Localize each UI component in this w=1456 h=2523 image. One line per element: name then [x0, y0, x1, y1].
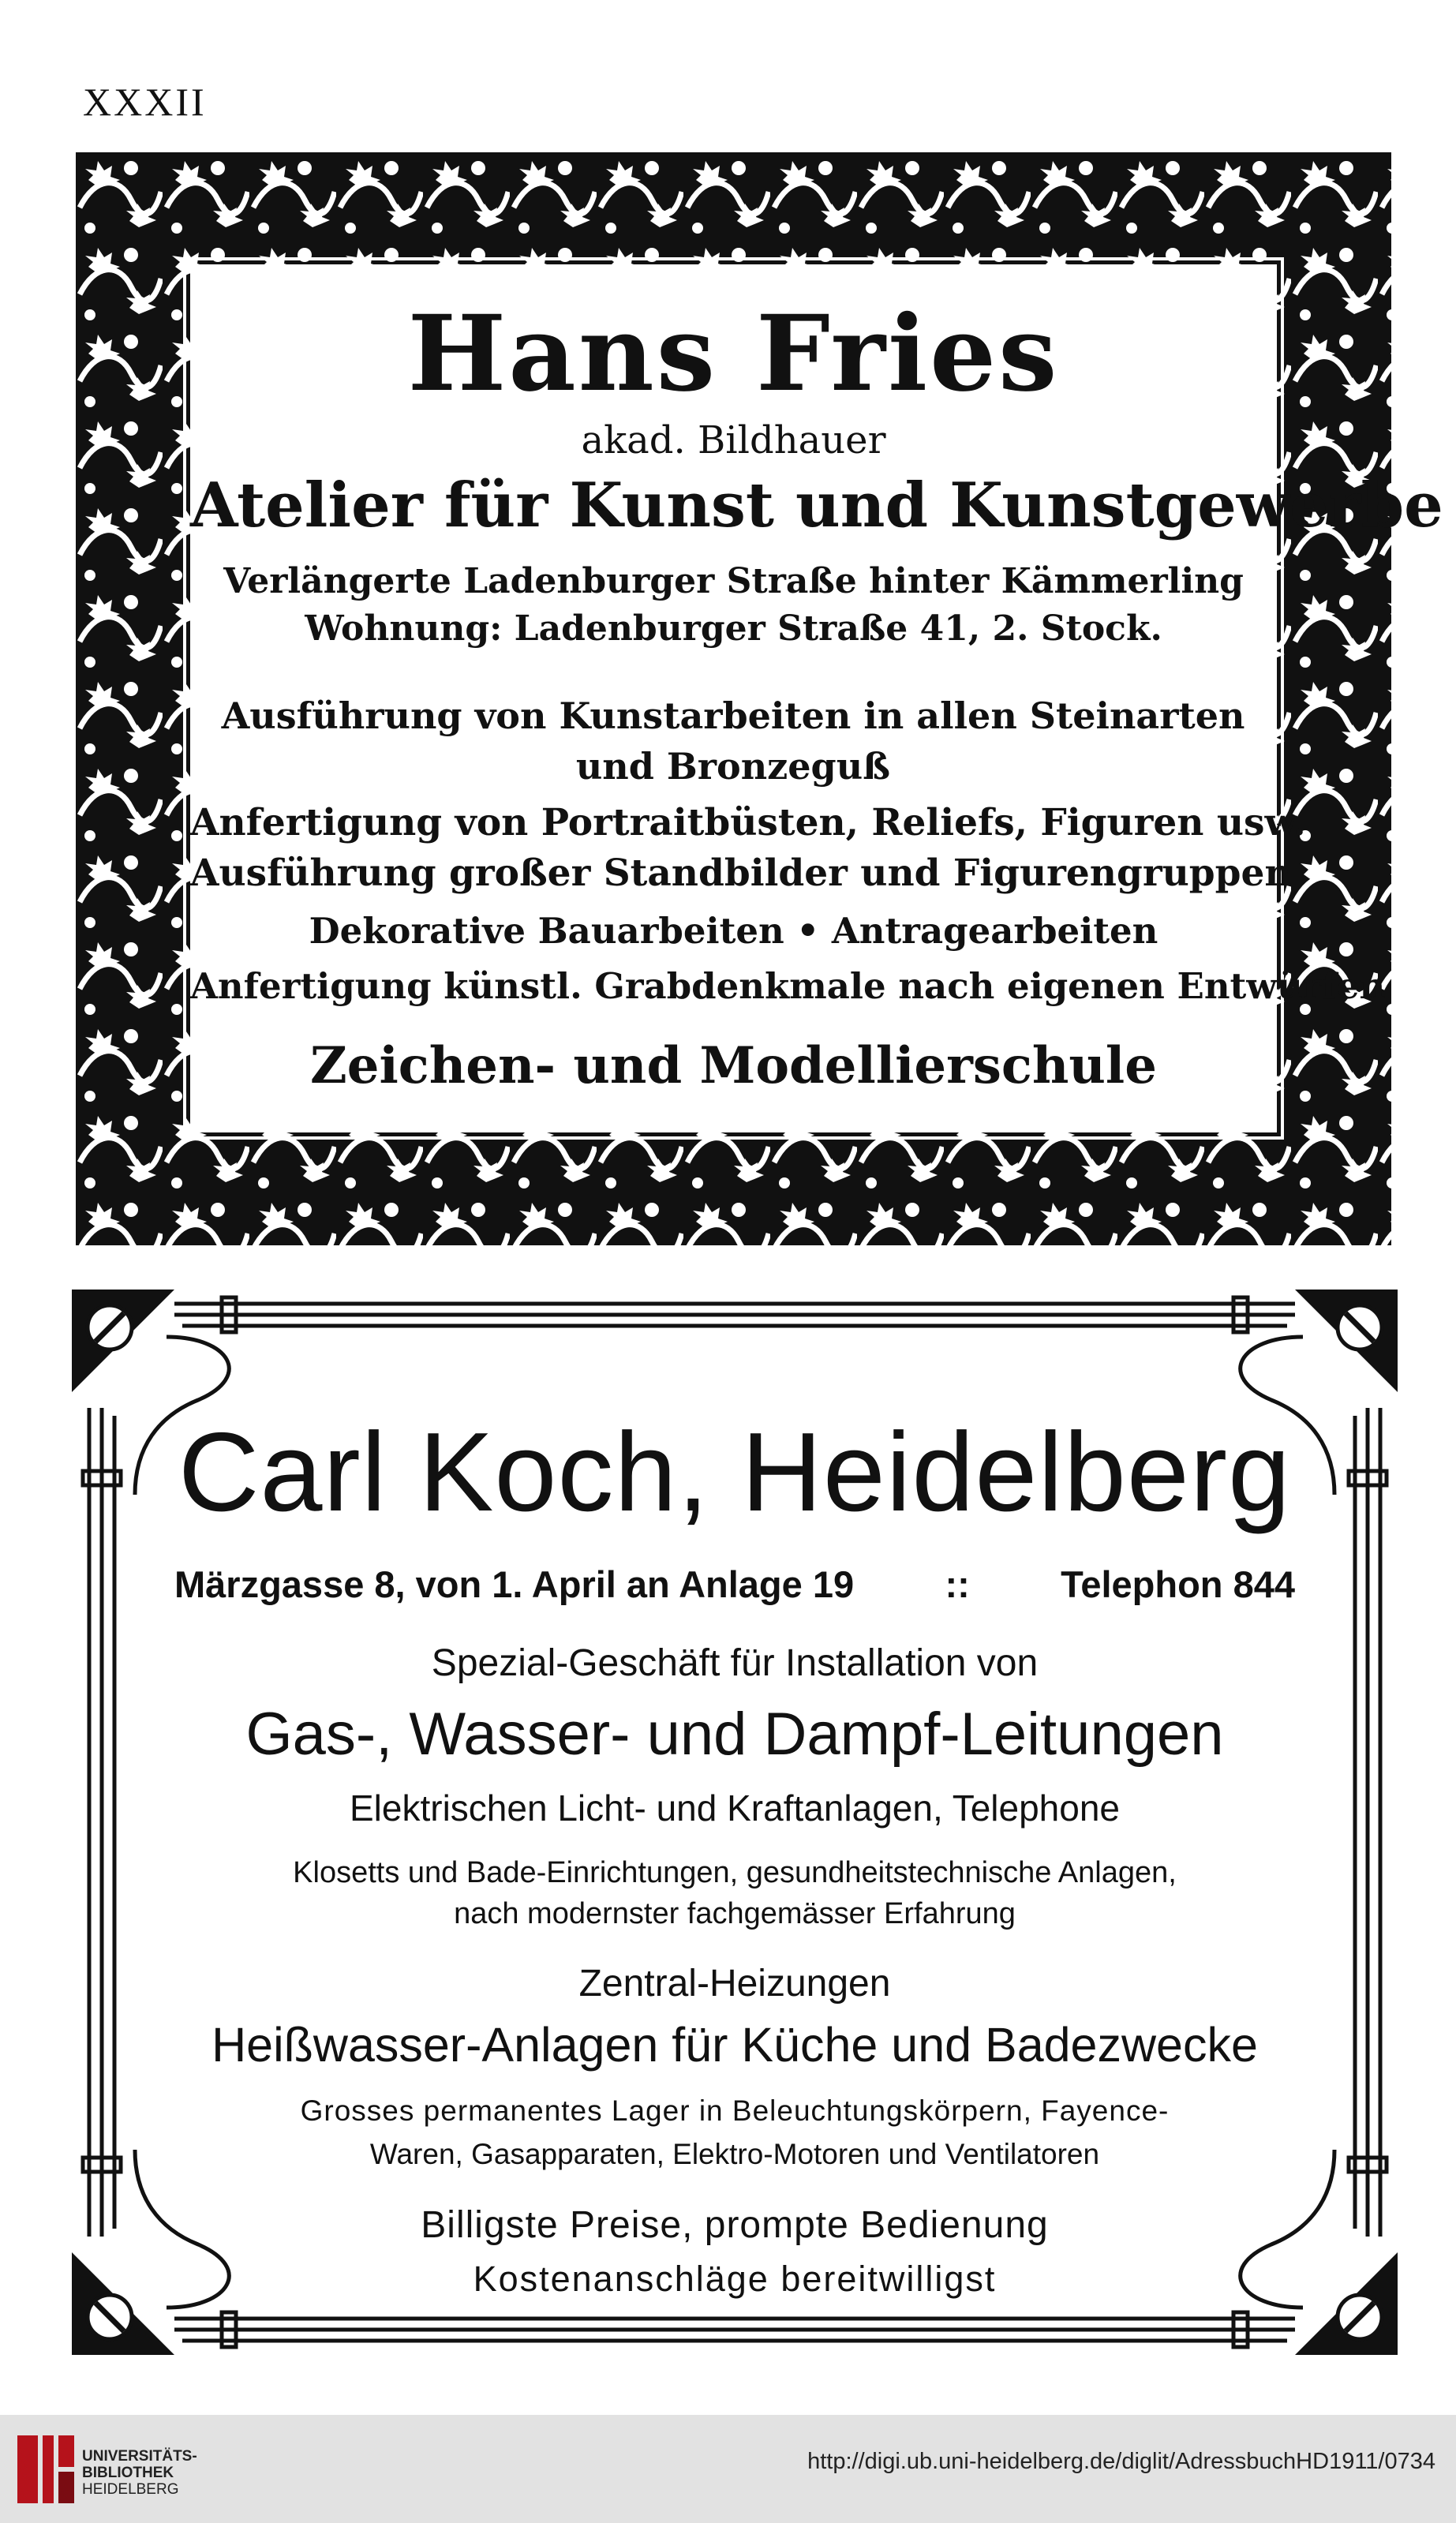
fries-service-1: Ausführung von Kunstarbeiten in allen Steinarten und Bronzeguß — [221, 694, 1245, 788]
fries-service-5: Anfertigung künstl. Grabdenkmale nach eigenen Entwürfen — [190, 965, 1386, 1007]
hans-fries-advertisement — [76, 152, 1443, 1245]
hans-fries-text-panel — [190, 264, 1443, 1132]
koch-kosten: Kostenanschläge bereitwilligst — [473, 2259, 997, 2299]
fries-address-studio: Verlängerte Ladenburger Straße hinter Kämmerling — [223, 561, 1244, 601]
university-library-logo-icon — [14, 2432, 77, 2506]
koch-spezial: Spezial-Geschäft für Installation von — [431, 1642, 1039, 1684]
fries-service-4: Dekorative Bauarbeiten • Antragearbeiten — [309, 910, 1158, 952]
koch-headline: Gas-, Wasser- und Dampf-Leitungen — [245, 1701, 1224, 1768]
fries-service-3: Ausführung großer Standbilder und Figurengruppen — [190, 852, 1292, 895]
koch-klosetts-1: Klosetts und Bade-Einrichtungen, gesundheitstechnische Anlagen, — [293, 1856, 1177, 1889]
page-number: XXXII — [83, 80, 207, 124]
digital-library-footer — [0, 2415, 1456, 2523]
fries-title: akad. Bildhauer — [581, 418, 886, 462]
koch-preise: Billigste Preise, prompte Bedienung — [421, 2204, 1049, 2246]
institution-line-2: BIBLIOTHEK — [82, 2465, 174, 2481]
carl-koch-text — [159, 1361, 1311, 2299]
koch-lager-2: Waren, Gasapparaten, Elektro-Motoren und Ventilatoren — [369, 2138, 1100, 2170]
koch-klosetts-2: nach modernster fachgemässer Erfahrung — [454, 1897, 1016, 1930]
koch-address: Märzgasse 8, von 1. April an Anlage 19 — [174, 1563, 855, 1605]
koch-lager-1: Grosses permanentes Lager in Beleuchtungskörpern, Fayence- — [300, 2094, 1170, 2127]
fries-school: Zeichen- und Modellierschule — [310, 1036, 1157, 1095]
koch-address-row — [159, 1563, 1311, 1606]
carl-koch-advertisement — [72, 1290, 1398, 2355]
fries-name: Hans Fries — [407, 293, 1060, 415]
permalink-url[interactable]: http://digi.ub.uni-heidelberg.de/diglit/AdressbuchHD1911/0734 — [807, 2449, 1435, 2474]
fries-service-2: Anfertigung von Portraitbüsten, Reliefs, Figuren usw. — [190, 801, 1306, 844]
koch-telephone: Telephon 844 — [1061, 1563, 1295, 1605]
koch-zentral: Zentral-Heizungen — [578, 1963, 891, 2005]
koch-elektrisch: Elektrischen Licht- und Kraftanlagen, Telephone — [349, 1787, 1121, 1829]
koch-heisswasser: Heißwasser-Anlagen für Küche und Badezwecke — [211, 2018, 1258, 2072]
fries-address-home: Wohnung: Ladenburger Straße 41, 2. Stock. — [305, 608, 1162, 649]
fries-atelier: Atelier für Kunst und Kunstgewerbe — [190, 470, 1443, 541]
institution-line-1: UNIVERSITÄTS- — [82, 2448, 197, 2465]
koch-separator: :: — [945, 1563, 970, 1605]
koch-name: Carl Koch, Heidelberg — [178, 1409, 1292, 1535]
institution-name — [82, 2448, 197, 2498]
institution-line-3: HEIDELBERG — [82, 2481, 179, 2498]
